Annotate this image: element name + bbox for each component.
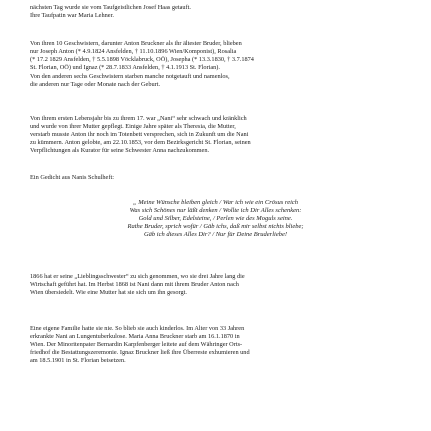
text-line: verstarb musste Anton ihr noch im Totenbett versprechen, sich in Zukunft um die Nani (30, 131, 249, 138)
text-line: die anderen nur Tage oder Monate nach der Geburt. (30, 81, 161, 88)
text-line: St. Florian, OÖ) und Ignaz (* 28.7.1833 Ansfelden, † 4.1.1913 St. Florian). (30, 64, 220, 71)
text-line: 1866 hat er seine „Lieblingsschwester“ zu sich genommen, wo sie drei Jahre lang die (30, 273, 245, 280)
poem-line: „ Meine Wünsche bleiben gleich / War ich wie ein Crösus reich (132, 199, 299, 206)
text-line: Von den anderen sechs Geschwistern starben manche notgetauft und namenlos, (30, 73, 230, 80)
text-line: Wien übersiedelt. Wie eine Mutter hat sie sich um ihn gesorgt. (30, 289, 187, 296)
poem-line: Gold und Silber, Edelsteine, / Perlen wie des Moguls seine. (138, 215, 293, 222)
text-line: und wurde von ihrer Mutter gepflegt. Einige Jahre später als Theresia, die Mutter, (30, 123, 236, 130)
poem-intro: Ein Gedicht aus Nanis Schulheft: (30, 174, 114, 181)
text-line: am 18.5.1901 in St. Florian beisetzen. (30, 357, 126, 364)
text-line: Ihre Taufpatin war Maria Lehner. (30, 12, 114, 19)
text-line: Wirtschaft geführt hat. Im Herbst 1868 ist Nani dann mit ihrem Bruder Anton nach (30, 281, 239, 288)
text-line: Von ihrem ersten Lebensjahr bis zu ihrem 17. war „Nani“ sehr schwach und kränklich (30, 115, 247, 122)
poem-line: Was sich Schönes nur läßt denken / Wollte ich Dir Alles schenken: (129, 207, 302, 214)
text-line: erkrankte Nani an Lungentuberkulose. Maria Anna Bruckner starb am 16.1.1870 in (30, 333, 240, 340)
text-line: nächsten Tag wurde sie vom Taufgeistlichen Josef Haas getauft. (30, 4, 191, 11)
text-line: Eine eigene Familie hatte sie nie. So blieb sie auch kinderlos. Im Alter von 33 Jahren (30, 325, 245, 332)
text-line: Von ihren 10 Geschwistern, darunter Anton Bruckner als ihr ältester Bruder, blieben (30, 40, 242, 47)
poem-line: Rathe Bruder, sprich wofür / Gäb ichs, daß mir selbst nichts bliebe; (127, 223, 304, 230)
text-line: nur Joseph Anton (* 4.9.1824 Ansfelden, † 11.10.1896 Wien/Komponist), Rosalia (30, 48, 237, 55)
text-line: zu kümmern. Anton gelobte, am 22.10.1853, vor dem Bezirksgericht St. Florian, seinen (30, 139, 251, 146)
text-line: Wien. Der Minoritenpater Bernardin Karpfenberger leitete auf dem Währinger Orts- (30, 341, 243, 348)
text-line: Verpflichtungen als Kurator für seine Schwester Anna nachzukommen. (30, 147, 210, 154)
text-line: (* 17.2 1829 Ansfelden, † 5.5.1898 Vöcklabruck, OÖ), Josepha (* 13.3.1830, † 3.7.1874 (30, 56, 254, 63)
poem-line: Gäb ich dieses Alles Dir? / Nur für Deine Bruderliebe! (143, 231, 288, 238)
text-line: friedhof die Bestattungszeremonie. Ignaz Bruckner ließ ihre Überreste exhumieren und (30, 349, 250, 356)
